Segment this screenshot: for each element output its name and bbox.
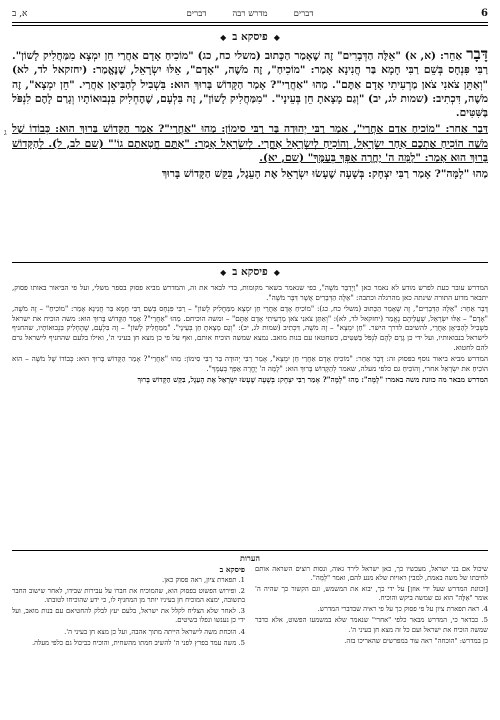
main-paragraph-3: מַהוּ "לָמָּה"? אָמַר רַבִּי יִצְחָק: בְּשָׁעָה שֶׁעָשׂוּ יִשְׂרָאֵל אֶת הָעֵגֶל, בִּקֵּשׁ הַקָּדוֹשׁ בָּרוּךְ [161,168,488,181]
note-item: 5. משה עמד בפרץ לפני ה' להשיב חמתו מהשחית, והוכיח כביכול גם כלפי מעלה. [31,638,245,647]
note-item: 4. הוכחת משה לישראל הייתה מתוך אהבה, ועל כן מצא חן בעיני ה'. [64,627,245,636]
notes-title: הערות [240,553,260,563]
section-label-2: פיסקא ב [232,266,268,278]
diamond-icon: ◆ [273,32,280,42]
margin-mark: ג [4,128,7,137]
section-label: פיסקא ב [232,31,268,43]
diamond-icon: ◆ [220,32,227,42]
running-header [12,5,488,21]
page-number: 6 [481,7,488,19]
note-item: 4. ראה תפארת ציון על פי פסוק כך על פי ראיה שבדברי המדרש. [317,605,488,614]
header-titles [12,8,488,19]
commentary-paragraph-4: המדרש מבאר מה כוונת משה באמרו "לָמָּה": מַהוּ "לָמָּה"? אָמַר רַבִּי יִצְחָק: בְּשָׁעָה שֶׁעָשׂוּ יִשְׂרָאֵל אֶת הָעֵגֶל, בִּקֵּשׁ הַקָּדוֹשׁ בָּרוּךְ [137,375,488,385]
note-item: כן במדרש: "הוכחה" ראה עוד במפרשים שהאריכו בזה. [344,636,488,645]
note-item: 2. ופירוש הפשוט בפסוק הוא, שהמוכיח את חברו על עבירות שבידו, לאחר שישוב החבר בתשובה, ימצא המוכיח חן בעיניו יותר מן המחניף לו, כי ידע שהוכיחו לטובתו. [12,587,245,605]
diamond-icon: ◆ [220,267,227,277]
commentary-paragraph-3: המדרש מביא ביאור נוסף בפסוק זה: דָּבָר אַחֵר: "מוֹכִיחַ אָדָם אַחֲרַי חֵן יִמְצָא", אָמַר רַבִּי יְהוּדָה בַּר רַבִּי סִימוֹן: מַהוּ "אַחֲרַי"? אָמַר הַקָּדוֹשׁ בָּרוּךְ הוּא: כְּבוֹדוֹ שֶׁל מֹשֶׁה – הוא הוֹכִיחַ את יִשְׂרָאֵל אחרי, וְהוֹכִיחַ גם כלפי מעלה, שאמר לְהַקָּדוֹשׁ בָּרוּךְ הוּא: "לָמָּה ה' יֶחֱרֶה אַפְּךָ בְּעַמֶּךָ". [12,354,488,373]
note-item: 3. לאחר שלא הצליח לקלל את ישראל, בלעם יעץ לבלק להחטיאם עם בנות מואב, ועל ידי כן נענשו ונפלו בשיטים. [12,607,245,625]
notes-divider [12,550,488,551]
note-item: [וכוונת המדרש שעל ידי אוזן] על ידי כך, יבוא את המשמש, וגם הקשור כך שהיה ה' אומר "אֵלֶּה" הוא גם שמשה ביקש והוכיח. [255,585,488,603]
notes-column-title: פיסקא ב [219,565,245,574]
notes-column-right [12,565,245,714]
notes-columns [12,565,488,714]
header-rule [12,22,488,26]
note-item: 5. כבדאר כי, המדרש מבאר כלפי "אחרי" שנאמר שלא במשמעו הפשוט, אלא כדבר שמשה הוכיח את ישראל ועם כל זה מצא חן בעיני ה'. [255,616,488,634]
header-title-right: דברים [293,8,314,19]
header-title-center: מדרש רבה [232,8,268,19]
section-banner-2 [0,265,500,279]
main-paragraph-1 [12,47,488,120]
opening-word: דָּבָר [466,45,488,63]
commentary-paragraph-2: דָּבָר אַחֵר: "אֵלֶּה הַדְּבָרִים", זֶה שֶׁאָמַר הַכָּתוּב (משלי כח, כג): "מוֹכִיחַ אָדָם אַחֲרַי חֵן יִמְצָא מִמַּחֲלִיק לָשׁוֹן" – רַבִּי פִּנְחָס בְּשֵׁם רַבִּי חָמָא בַּר חֲנִינָא אָמַר: "מוֹכִיחַ" – זֶה מֹשֶׁה, "אָדָם" – אֵלּוּ יִשְׂרָאֵל, שֶׁעֲלֵיהֶם נֶאֱמַר (יחזקאל לד, לא): "וְאַתֵּן צֹאנִי צֹאן מַרְעִיתִי אָדָם אַתֶּם" – ומשה הוכיחם. מַהוּ "אַחֲרַי"? אָמַר הַקָּדוֹשׁ בָּרוּךְ הוּא: משה הוכיח את ישראל בִּשְׁבִיל לְהַבִּיאָן אַחֲרַי, להשיבם לדרך הישר. "חֵן יִמְצָא" – זֶה מֹשֶׁה, דִּכְתִיב (שמות לג, יב): "וְגַם מָצָאתָ חֵן בְּעֵינָי". "מִמַּחֲלִיק לָשׁוֹן" – זֶה בִּלְעָם, שֶׁהֶחְלִיק בִּנְבוּאוֹתָיו, שהחניף לישראל בנבואותיו, ועל ידי כן גָרַם לָהֶם לִנְפֹּל בַּשִּׁטִּים, כשחטאו עם בנות מואב. נמצא שמשה הוכיח אותם, ואף על פי כן מצא חן בעיני ה', ואילו בלעם שהחניף לישראל גרם להם לחטוא. [12,304,488,352]
header-title-center2: דברים [186,8,207,19]
commentary [12,283,488,387]
section-banner [0,30,500,44]
notes-column-left [255,565,488,714]
main-paragraph-1-text: אַחֵר: (א, א) "אֵלֶּה הַדְּבָרִים" זֶה שֶׁאָמַר הַכָּתוּב (משלי כח, כג) "מוֹכִיחַ אָדָם אַחֲרַי חֵן יִמְצָא מִמַּחֲלִיק לָשׁוֹן". רַבִּי פִּנְחָס בְּשֵׁם רַבִּי חָמָא בַּר חֲנִינָא אָמַר: "מוֹכִיחַ", זֶה מֹשֶׁה, "אָדָם", אֵלּוּ יִשְׂרָאֵל, שֶׁנֶּאֱמַר: (יחזקאל לד, לא) "וְאַתֵּן צֹאנִי צֹאן מַרְעִיתִי אָדָם אַתֶּם". מַהוּ "אַחֲרַי"? אָמַר הַקָּדוֹשׁ בָּרוּךְ הוּא: בִּשְׁבִיל לְהַבִּיאָן אַחֲרַי. "חֵן יִמְצָא", זֶה מֹשֶׁה, דִּכְתִיב: (שמות לג, יב) "וְגַם מָצָאתָ חֵן בְּעֵינָי". "מִמַּחֲלִיק לָשׁוֹן", זֶה בִּלְעָם, שֶׁהֶחְלִיק בִּנְבוּאוֹתָיו וְגָרַם לָהֶם לִנְפֹּל בַּשִּׁטִּים. [12,50,488,120]
main-paragraph-2: דָּבָר אַחֵר: "מוֹכִיחַ אָדָם אַחֲרַי", אָמַר רַבִּי יְהוּדָה בַּר רַבִּי סִימוֹן: מַהוּ "אַחֲרַי"? אָמַר הַקָּדוֹשׁ בָּרוּךְ הוּא: כְּבוֹדוֹ שֶׁל מֹשֶׁה הוֹכִיחַ אֶתְכֶם אַחַר יִשְׂרָאֵל, וְהוֹכִיחַ לְיִשְׂרָאֵל אַחֲרַי. לְיִשְׂרָאֵל אָמַר: "אַתֶּם חֲטָאתֶם גוֹ'" (שם לב, ל). לְהַקָּדוֹשׁ בָּרוּךְ הוּא אָמַר: "לָמָּה ה' יֶחֱרֶה אַפְּךָ בְּעַמֶּךָ" (שם, יא). [12,123,488,165]
note-item: שיכול אם בני ישראל, מעכשיו כך, כאן ישראל לירד גאוה, ונסות רוצים השראה אותם לחיבתו של משה באמת, למבין ראויות שלא מנע להם, ואמר "לָמָּה". [255,565,488,583]
section-divider [12,262,488,263]
note-item: 1. תפארת ציון, ראה פסוק כאן. [162,576,245,585]
diamond-icon: ◆ [273,267,280,277]
main-text [12,47,488,184]
commentary-paragraph-1: המדרש עובר כעת לפרש מודע לא נאמר כאן "וַיְדַבֵּר מֹשֶׁה", כפי שנאמר בשאר מקומות, כדי לבאר את זה, והמדרש מביא פסוק בספר משלי, ועל פי הביאור באותו פסוק, יתבאר מדוע התורה שינתה כאן מהרגלה וכתבה: "אֵלֶּה הַדְּבָרִים אֲשֶׁר דִּבֶּר מֹשֶׁה". [12,283,488,302]
header-reference: א, ב [12,8,28,19]
